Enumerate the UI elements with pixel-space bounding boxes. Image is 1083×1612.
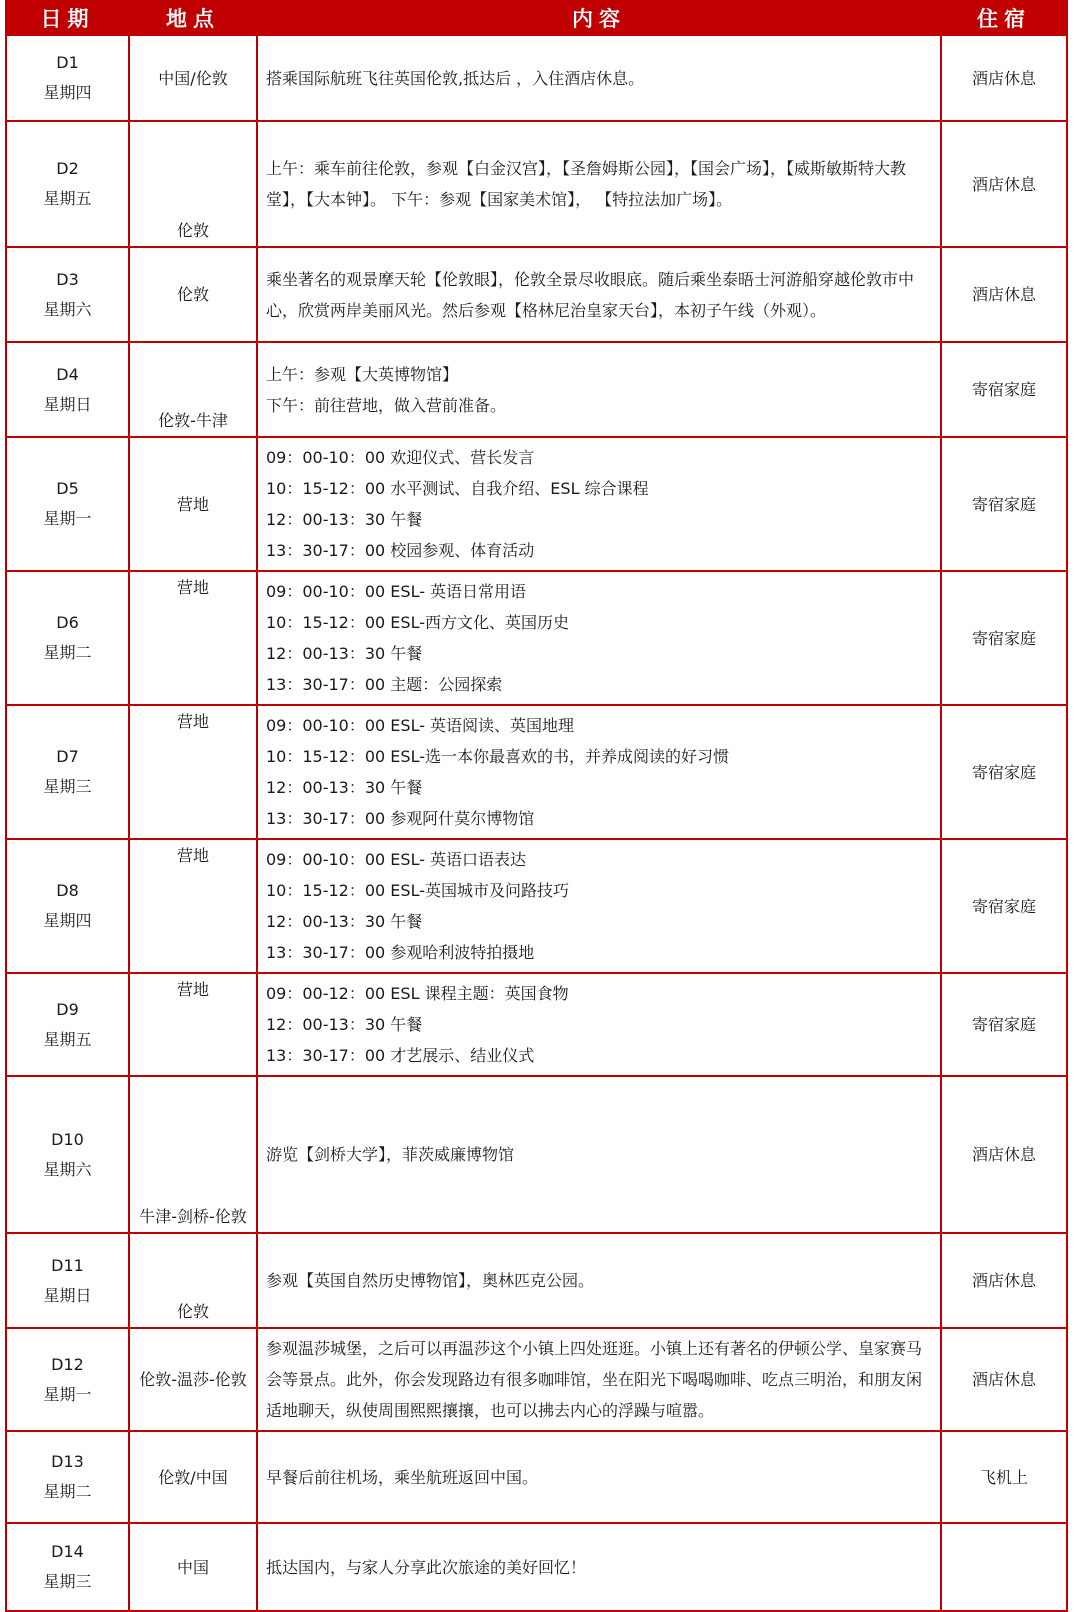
day-cell bbox=[6, 121, 129, 247]
day-number: D4 bbox=[56, 364, 79, 384]
day-number: D11 bbox=[51, 1255, 84, 1275]
content-line: 参观【英国自然历史博物馆】，奥林匹克公园。 bbox=[266, 1271, 595, 1290]
day-cell bbox=[6, 571, 129, 705]
content-cell bbox=[257, 1328, 941, 1431]
itinerary-row bbox=[6, 1328, 1067, 1431]
day-number: D13 bbox=[51, 1452, 84, 1471]
schedule-line: 09：00-10：00 ESL- 英语口语表达 bbox=[266, 850, 527, 869]
day-number: D2 bbox=[56, 159, 79, 178]
content-cell bbox=[257, 121, 941, 247]
weekday: 星期二 bbox=[43, 1482, 92, 1501]
stay-cell: 酒店休息 bbox=[941, 1233, 1067, 1328]
content-line: 上午：乘车前往伦敦，参观【白金汉宫】，【圣詹姆斯公园】，【国会广场】，【威斯敏斯特大教堂】，【大本钟】。 下午：参观【国家美术馆】， 【特拉法加广场】。 bbox=[266, 159, 907, 209]
stay-cell: 酒店休息 bbox=[941, 1328, 1067, 1431]
location-cell: 伦敦-牛津 bbox=[129, 342, 257, 437]
day-number: D7 bbox=[56, 747, 79, 766]
location-cell: 伦敦 bbox=[129, 121, 257, 247]
day-number: D5 bbox=[56, 479, 79, 498]
itinerary-row bbox=[6, 1233, 1067, 1328]
header-date: 日期 bbox=[6, 1, 129, 35]
content-line: 下午：前往营地，做入营前准备。 bbox=[266, 395, 507, 415]
itinerary-row bbox=[6, 571, 1067, 705]
itinerary-row bbox=[6, 121, 1067, 247]
day-number: D14 bbox=[51, 1542, 84, 1561]
weekday: 星期六 bbox=[43, 1159, 92, 1179]
stay-cell: 寄宿家庭 bbox=[941, 973, 1067, 1076]
stay-cell: 寄宿家庭 bbox=[941, 705, 1067, 839]
location-cell: 营地 bbox=[129, 973, 257, 1076]
content-cell bbox=[257, 1523, 941, 1611]
day-cell bbox=[6, 839, 129, 973]
stay-cell: 酒店休息 bbox=[941, 35, 1067, 121]
schedule-line: 12：00-13：30 午餐 bbox=[266, 778, 423, 797]
stay-cell: 寄宿家庭 bbox=[941, 342, 1067, 437]
weekday: 星期一 bbox=[43, 1384, 92, 1404]
content-cell bbox=[257, 973, 941, 1076]
content-cell bbox=[257, 247, 941, 342]
location-cell: 伦敦 bbox=[129, 1233, 257, 1328]
schedule-line: 10：15-12：00 ESL-英国城市及问路技巧 bbox=[266, 881, 569, 900]
day-number: D6 bbox=[56, 613, 79, 632]
stay-cell bbox=[941, 1523, 1067, 1611]
schedule-line: 09：00-10：00 ESL- 英语阅读、英国地理 bbox=[266, 716, 575, 735]
day-cell bbox=[6, 1328, 129, 1431]
day-number: D8 bbox=[56, 881, 79, 900]
day-cell bbox=[6, 705, 129, 839]
day-number: D1 bbox=[56, 53, 79, 72]
schedule-line: 12：00-13：30 午餐 bbox=[266, 1015, 423, 1034]
content-line: 游览【剑桥大学】，菲茨威廉博物馆 bbox=[266, 1145, 515, 1164]
schedule-line: 09：00-10：00 ESL- 英语日常用语 bbox=[266, 582, 527, 601]
content-cell bbox=[257, 437, 941, 571]
location-cell: 营地 bbox=[129, 571, 257, 705]
stay-cell: 酒店休息 bbox=[941, 1076, 1067, 1233]
itinerary-row bbox=[6, 247, 1067, 342]
day-number: D9 bbox=[56, 999, 79, 1019]
header-stay: 住宿 bbox=[941, 1, 1067, 35]
schedule-line: 13：30-17：00 参观阿什莫尔博物馆 bbox=[266, 809, 535, 828]
itinerary-row bbox=[6, 1523, 1067, 1611]
day-cell bbox=[6, 1076, 129, 1233]
stay-cell: 酒店休息 bbox=[941, 121, 1067, 247]
weekday: 星期五 bbox=[43, 189, 92, 208]
day-cell bbox=[6, 1431, 129, 1523]
schedule-line: 13：30-17：00 校园参观、体育活动 bbox=[266, 541, 535, 560]
location-cell: 营地 bbox=[129, 705, 257, 839]
schedule-line: 09：00-10：00 欢迎仪式、营长发言 bbox=[266, 448, 535, 467]
day-cell bbox=[6, 247, 129, 342]
content-cell bbox=[257, 342, 941, 437]
day-number: D3 bbox=[56, 269, 79, 289]
content-line: 上午：参观【大英博物馆】 bbox=[266, 364, 459, 384]
stay-cell: 寄宿家庭 bbox=[941, 437, 1067, 571]
schedule-line: 10：15-12：00 ESL-西方文化、英国历史 bbox=[266, 613, 569, 632]
itinerary-row bbox=[6, 1076, 1067, 1233]
stay-cell: 寄宿家庭 bbox=[941, 839, 1067, 973]
weekday: 星期五 bbox=[43, 1029, 92, 1049]
schedule-line: 09：00-12：00 ESL 课程主题：英国食物 bbox=[266, 984, 569, 1003]
day-cell bbox=[6, 342, 129, 437]
day-cell bbox=[6, 437, 129, 571]
weekday: 星期一 bbox=[43, 509, 92, 528]
content-line: 早餐后前往机场，乘坐航班返回中国。 bbox=[266, 1467, 539, 1487]
weekday: 星期六 bbox=[43, 299, 92, 319]
schedule-line: 13：30-17：00 才艺展示、结业仪式 bbox=[266, 1046, 535, 1065]
content-line: 搭乘国际航班飞往英国伦敦,抵达后 ，入住酒店休息。 bbox=[266, 68, 645, 88]
location-cell: 伦敦 bbox=[129, 247, 257, 342]
location-cell: 中国 bbox=[129, 1523, 257, 1611]
itinerary-table bbox=[5, 0, 1068, 1612]
itinerary-row bbox=[6, 839, 1067, 973]
itinerary-row bbox=[6, 342, 1067, 437]
content-line: 参观温莎城堡，之后可以再温莎这个小镇上四处逛逛。小镇上还有著名的伊顿公学、皇家赛马会等景点。此外，你会发现路边有很多咖啡馆，坐在阳光下喝喝咖啡、吃点三明治，和朋友闲适地聊天，纵使周围熙熙攘攘，也可以拂去内心的浮躁与喧嚣。 bbox=[266, 1339, 923, 1420]
day-cell bbox=[6, 1523, 129, 1611]
schedule-line: 12：00-13：30 午餐 bbox=[266, 510, 423, 529]
schedule-line: 13：30-17：00 主题：公园探索 bbox=[266, 675, 503, 694]
location-cell: 营地 bbox=[129, 437, 257, 571]
content-cell bbox=[257, 839, 941, 973]
weekday: 星期日 bbox=[43, 1285, 92, 1305]
content-cell bbox=[257, 705, 941, 839]
schedule-line: 13：30-17：00 参观哈利波特拍摄地 bbox=[266, 943, 535, 962]
weekday: 星期三 bbox=[43, 777, 92, 796]
weekday: 星期四 bbox=[43, 911, 92, 930]
itinerary-row bbox=[6, 437, 1067, 571]
itinerary-row bbox=[6, 973, 1067, 1076]
day-number: D12 bbox=[51, 1354, 84, 1374]
itinerary-row bbox=[6, 705, 1067, 839]
weekday: 星期二 bbox=[43, 643, 92, 662]
content-cell bbox=[257, 35, 941, 121]
content-line: 乘坐著名的观景摩天轮【伦敦眼】，伦敦全景尽收眼底。随后乘坐泰晤士河游船穿越伦敦市中心，欣赏两岸美丽风光。然后参观【格林尼治皇家天台】，本初子午线（外观）。 bbox=[266, 269, 915, 320]
schedule-line: 12：00-13：30 午餐 bbox=[266, 644, 423, 663]
day-cell bbox=[6, 1233, 129, 1328]
day-cell bbox=[6, 973, 129, 1076]
schedule-line: 10：15-12：00 水平测试、自我介绍、ESL 综合课程 bbox=[266, 479, 649, 498]
header-row bbox=[6, 1, 1067, 35]
itinerary-row bbox=[6, 35, 1067, 121]
location-cell: 伦敦-温莎-伦敦 bbox=[129, 1328, 257, 1431]
content-cell bbox=[257, 1076, 941, 1233]
weekday: 星期三 bbox=[43, 1572, 92, 1591]
weekday: 星期日 bbox=[43, 394, 92, 414]
location-cell: 伦敦/中国 bbox=[129, 1431, 257, 1523]
stay-cell: 酒店休息 bbox=[941, 247, 1067, 342]
day-number: D10 bbox=[51, 1129, 84, 1149]
location-cell: 中国/伦敦 bbox=[129, 35, 257, 121]
content-cell bbox=[257, 571, 941, 705]
schedule-line: 12：00-13：30 午餐 bbox=[266, 912, 423, 931]
content-cell bbox=[257, 1233, 941, 1328]
schedule-line: 10：15-12：00 ESL-选一本你最喜欢的书，并养成阅读的好习惯 bbox=[266, 747, 729, 766]
header-content: 内容 bbox=[257, 1, 941, 35]
itinerary-row bbox=[6, 1431, 1067, 1523]
header-location: 地点 bbox=[129, 1, 257, 35]
location-cell: 牛津-剑桥-伦敦 bbox=[129, 1076, 257, 1233]
content-line: 抵达国内，与家人分享此次旅途的美好回忆！ bbox=[266, 1557, 587, 1577]
stay-cell: 寄宿家庭 bbox=[941, 571, 1067, 705]
weekday: 星期四 bbox=[43, 83, 92, 102]
stay-cell: 飞机上 bbox=[941, 1431, 1067, 1523]
location-cell: 营地 bbox=[129, 839, 257, 973]
content-cell bbox=[257, 1431, 941, 1523]
day-cell bbox=[6, 35, 129, 121]
